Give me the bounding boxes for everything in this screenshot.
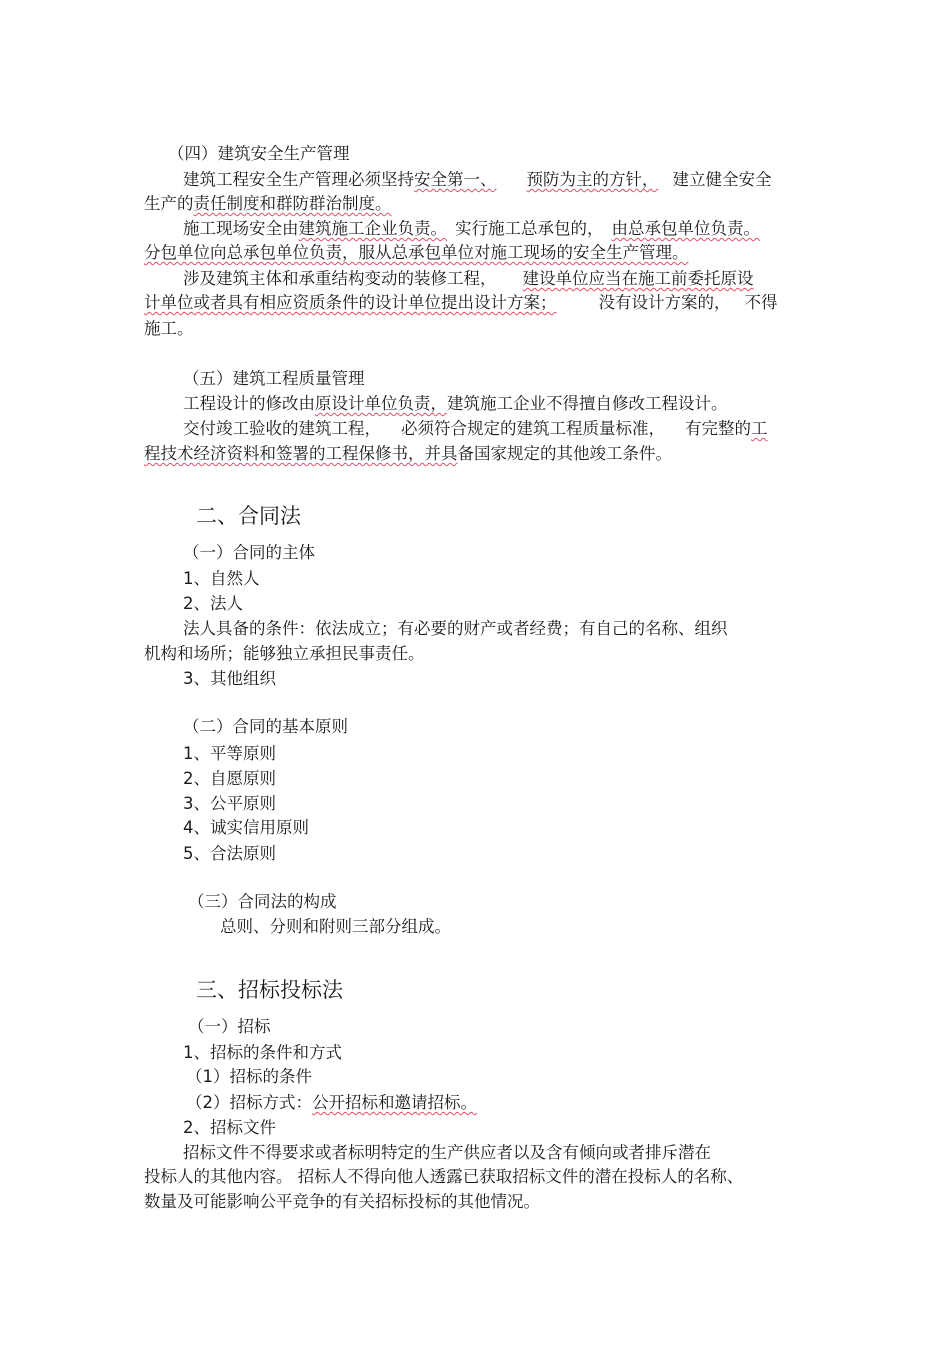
paragraph-line xyxy=(183,393,728,415)
text-run: 生产的 xyxy=(144,194,194,213)
text-run: 建筑工程安全生产管理必须坚持 xyxy=(183,170,414,189)
list-item: 2、招标文件 xyxy=(183,1118,276,1137)
text-run: 实行施工总承包的， xyxy=(455,219,604,238)
text-run: 建立健全安全 xyxy=(672,170,772,189)
highlight-text: 公开招标和邀请招标。 xyxy=(312,1093,477,1112)
list-item: （1）招标的条件 xyxy=(186,1067,312,1086)
text-run: 必须符合规定的建筑工程质量标准， xyxy=(401,419,665,438)
text-run: 工程设计的修改由 xyxy=(183,394,315,413)
text-run: 不得 xyxy=(744,293,778,312)
highlight-text: 程技术经济资料和签署的工程保修书，并具 xyxy=(144,444,458,463)
paragraph-line: 总则、分则和附则三部分组成。 xyxy=(220,917,451,936)
section-heading: （一）招标 xyxy=(188,1017,271,1036)
chapter-title-3: 三、招标投标法 xyxy=(196,978,343,1002)
list-item: 1、平等原则 xyxy=(183,744,276,763)
section-heading: （三）合同法的构成 xyxy=(188,892,337,911)
text-run: 建筑施工企业不得擅自修改工程设计。 xyxy=(447,394,728,413)
list-item: 2、自愿原则 xyxy=(183,769,276,788)
list-item: 4、诚实信用原则 xyxy=(183,818,309,837)
text-run: 涉及建筑主体和承重结构变动的装修工程， xyxy=(183,269,497,288)
highlight-text: 责任制度和群防群治制度。 xyxy=(193,194,392,213)
paragraph-line: 分包单位向总承包单位负责，服从总承包单位对施工现场的安全生产管理。 xyxy=(144,243,689,262)
list-item: 1、招标的条件和方式 xyxy=(183,1043,342,1062)
list-item: 5、合法原则 xyxy=(183,844,276,863)
chapter-title-2: 二、合同法 xyxy=(196,504,301,528)
section-heading-4: （四）建筑安全生产管理 xyxy=(168,144,350,163)
list-item: 3、公平原则 xyxy=(183,794,276,813)
text-run: 没有设计方案的， xyxy=(598,293,731,312)
list-item: 1、自然人 xyxy=(183,569,260,588)
list-item: 3、其他组织 xyxy=(183,669,276,688)
text-run: 交付竣工验收的建筑工程， xyxy=(183,419,381,438)
section-heading-5: （五）建筑工程质量管理 xyxy=(183,369,365,388)
paragraph-line xyxy=(144,443,672,465)
paragraph-line: 施工。 xyxy=(144,319,194,338)
section-heading: （二）合同的基本原则 xyxy=(183,717,348,736)
paragraph-line: 机构和场所；能够独立承担民事责任。 xyxy=(144,644,425,663)
highlight-text: 建设单位应当在施工前委托原设 xyxy=(522,269,754,288)
paragraph-line: 招标文件不得要求或者标明特定的生产供应者以及含有倾向或者排斥潜在 xyxy=(183,1143,711,1162)
paragraph-line: 数量及可能影响公平竞争的有关招标投标的其他情况。 xyxy=(144,1192,540,1211)
highlight-text: 建筑施工企业负责。 xyxy=(298,219,447,238)
list-item xyxy=(186,1092,477,1114)
paragraph-line xyxy=(183,268,754,290)
highlight-text: 原设计单位负责， xyxy=(315,394,447,413)
text-run: 有完整的 xyxy=(685,419,751,438)
list-item: 2、法人 xyxy=(183,594,243,613)
paragraph-line xyxy=(144,193,392,215)
section-heading: （一）合同的主体 xyxy=(183,543,315,562)
highlight-text: 由总承包单位负责。 xyxy=(611,219,760,238)
paragraph-line: 法人具备的条件：依法成立；有必要的财产或者经费；有自己的名称、组织 xyxy=(183,619,728,638)
text-run: （2）招标方式： xyxy=(186,1093,312,1112)
highlight-text: 计单位或者具有相应资质条件的设计单位提出设计方案； xyxy=(144,293,557,312)
paragraph-line xyxy=(183,218,760,240)
paragraph-line xyxy=(183,418,768,440)
highlight-text: 工 xyxy=(751,419,768,438)
paragraph-line: 投标人的其他内容。 招标人不得向他人透露已获取招标文件的潜在投标人的名称、 xyxy=(144,1167,744,1186)
highlight-text: 安全第一、 xyxy=(414,170,497,189)
paragraph-line xyxy=(144,292,778,314)
text-run: 施工现场安全由 xyxy=(183,219,299,238)
text-run: 备国家规定的其他竣工条件。 xyxy=(457,444,672,463)
paragraph-line xyxy=(183,169,772,191)
highlight-text: 预防为主的方针， xyxy=(526,170,659,189)
